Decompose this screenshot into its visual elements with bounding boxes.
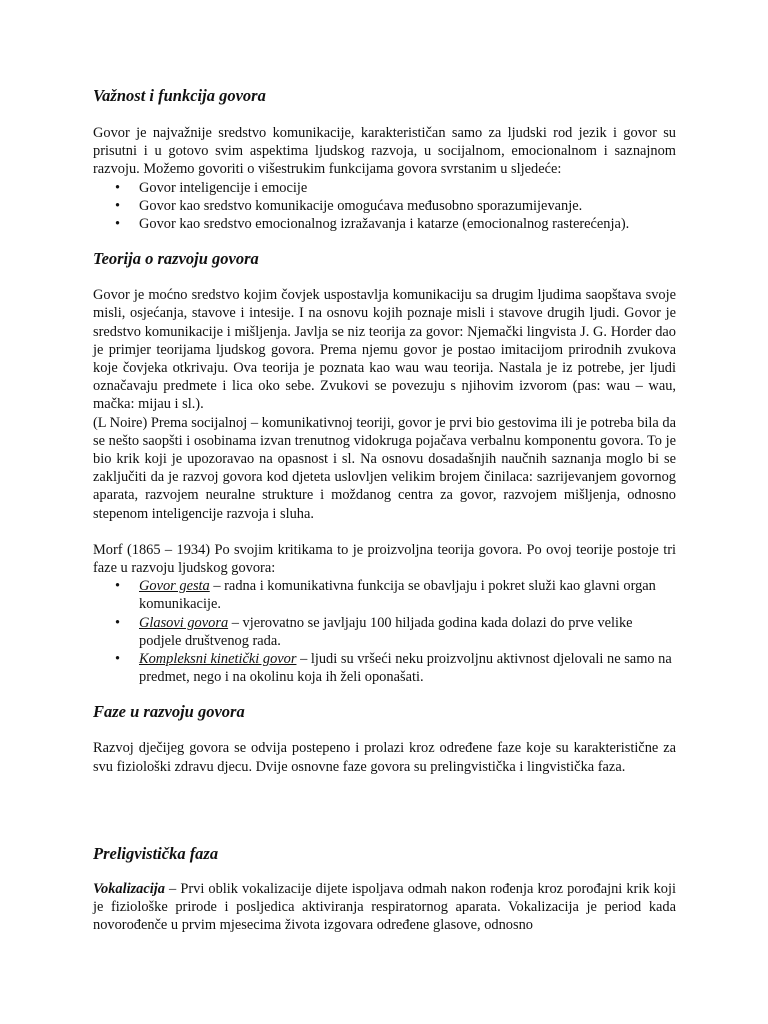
list-item: • Govor kao sredstvo emocionalnog izražavanja i katarze (emocionalnog rasterećenja). [139,215,676,233]
heading-prelinguistic: Preligvistička faza [93,843,219,863]
term: Glasovi govora [139,614,229,631]
heading-importance: Važnost i funkcija govora [93,86,266,105]
paragraph: Morf (1865 – 1934) Po svojim kritikama to je proizvoljna teorija govora. Po ovoj teorije postoje tri faze u razvoju ljudskog govora: [93,541,676,577]
list-item-text: – ljudi su vršeći neku proizvoljnu aktivnost djelovali ne samo na predmet, nego i na okolinu koja ih želi oponašati. [139,651,672,686]
list-item: • Govor inteligencije i emocije [139,179,676,197]
list-item [139,577,676,613]
paragraph: Govor je najvažnije sredstvo komunikacije, karakterističan samo za ljudski rod jezik i govor su prisutni i u gotovo svim aspektima ljudskog razvoja, u socijalnom, emocionalnom i saznajnom razvoju. Možemo govoriti o višestrukim funkcijama govora svrstanim u sljedeće: [93,125,676,178]
paragraph-text: – Prvi oblik vokalizacije dijete ispoljava odmah nakon rođenja kroz porođajni krik koji je fiziološke prirode i posljedica aktiviranja respiratornog aparata. Vokalizacija je period kada novorođenče u prvim mjesecima života izgovara određene glasove, odnosno [93,880,676,934]
term: Kompleksni kinetički govor [139,651,297,668]
bullet-list [93,577,676,686]
list-item: • Govor kao sredstvo komunikacije omogućava međusobno sporazumijevanje. [139,197,676,215]
list-item-text: – vjerovatno se javljaju 100 hiljada godina kada dolazi do prve velike podjele društvenog rada. [139,614,633,649]
bullet-list [93,179,676,234]
document-content [93,86,676,935]
list-item-text: – radna i komunikativna funkcija se obavljaju i pokret služi kao glavni organ komunikacije. [139,578,656,613]
paragraph: Govor je moćno sredstvo kojim čovjek uspostavlja komunikaciju sa drugim ljudima saopštava svoje misli, osjećanja, stavove i intesije. I na osnovu kojih poznaje misli i stavove drugih ljudi. Govor je sredstvo komunikacije i mišljenja. Javlja se niz teorija za govor: Njemački lingvista J. G. Horder dao je primjer teorijama ljudskog govora. Prema njemu govor je postao imitacijom prirodnih zvukova koje čovjeka otkrivaju. Ova teorija je poznata kao wau wau teorija. Nastala je iz potrebe, jer ljudi označavaju predmete i lica oko sebe. Zvukovi se povezuju s njihovim izvorom (pas: wau – wau, mačka: mijau i sl.). [93,287,676,413]
list-item [139,614,676,650]
paragraph: Razvoj dječijeg govora se odvija postepeno i prolazi kroz određene faze koje su karakteristične za svu fiziološki zdravu djecu. Dvije osnovne faze govora su prelingvistička i lingvistička faza. [93,740,676,775]
heading-phases: Faze u razvoju govora [93,702,245,722]
lead-term: Vokalizacija [93,880,165,897]
heading-theory: Teorija o razvoju govora [93,249,259,269]
list-item [139,650,676,686]
paragraph: (L Noire) Prema socijalnoj – komunikativnoj teoriji, govor je prvi bio gestovima ili je potreba bila da se nešto saopšti i osobinama izvan trenutnog vidokruga pojačava verbalnu komponentu govora. To je bio krik koji je upozoravao na opasnost i sl. Na osnovu dosadašnjih naučnih saznanja moglo bi se zaključiti da je razvoj govora kod djeteta uslovljen velikim brojem činilaca: sazrijevanjem govornog aparata, razvojem neuralne strukture i moždanog centra za govor, razvojem mišljenja, odnosno stepenom inteligencije razvoja i sluha. [93,414,676,522]
term: Govor gesta [139,578,210,595]
paragraph [93,880,676,935]
